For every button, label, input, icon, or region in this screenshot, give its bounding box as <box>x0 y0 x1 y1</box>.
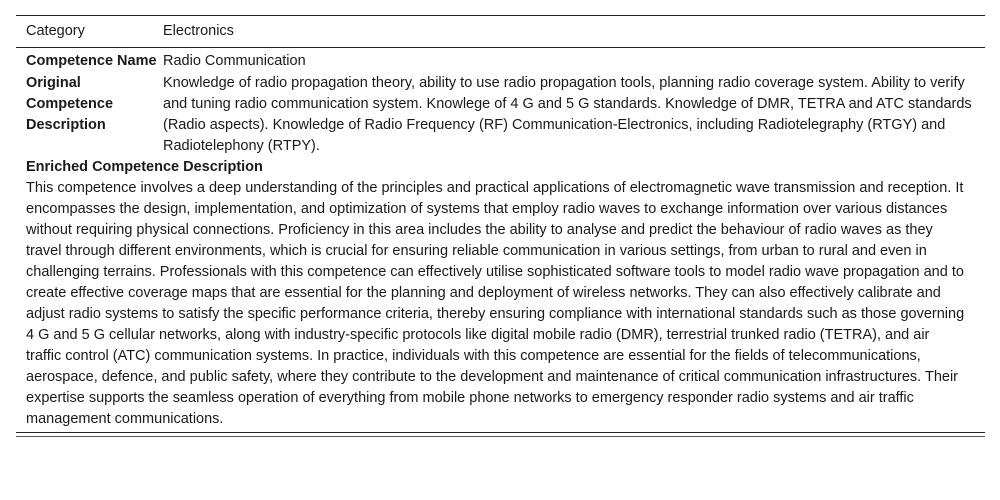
category-value: Electronics <box>163 23 234 39</box>
enriched-description-title: Enriched Competence Description <box>26 159 263 175</box>
competence-name-row <box>16 48 985 72</box>
category-label: Category <box>26 23 85 39</box>
table-bottom-rule-secondary <box>16 436 985 437</box>
enriched-description-section <box>16 157 985 430</box>
enriched-description-text: This competence involves a deep understanding of the principles and practical applications of electromagnetic wave transmission and reception. It encompasses the design, implementation, and optimization of systems that employ radio waves to exchange information over various distances without requiring physical connections. Proficiency in this area includes the ability to analyse and predict the behaviour of radio waves as they travel through different environments, which is crucial for ensuring reliable communication in various settings, from urban to rural and even in challenging terrains. Professionals with this competence can effectively utilise sophisticated software tools to model radio wave propagation and to create effective coverage maps that are essential for the planning and deployment of wireless networks. They can also effectively calibrate and adjust radio systems to satisfy the specific performance criteria, thereby ensuring compliance with international standards such as those governing 4 G and 5 G cellular networks, along with industry-specific protocols like digital mobile radio (DMR), terrestrial trunked radio (TETRA), and air traffic control (ATC) communication systems. In practice, individuals with this competence are essential for the fields of telecommunications, aerospace, defence, and public safety, where they contribute to the development and maintenance of critical communication infrastructures. Their expertise supports the seamless operation of everything from mobile phone networks to emergency responder radio systems and air traffic management communications. <box>26 180 965 427</box>
competence-name-label: Competence Name <box>26 53 157 69</box>
original-description-value: Knowledge of radio propagation theory, ability to use radio propagation tools, planning radio coverage system. Ability to verify and tuning radio communication system. Knowlege of 4 G and 5 G standards. Knowledge of DMR, TETRA and ATC standards (Radio aspects). Knowledge of Radio Frequency (RF) Communication-Electronics, including Radiotelegraphy (RTGY) and Radiotelephony (RTPY). <box>163 75 972 154</box>
original-description-label: Original Competence Description <box>26 75 114 133</box>
competence-table <box>16 15 985 437</box>
table-bottom-rule <box>16 432 985 433</box>
competence-name-value: Radio Communication <box>163 53 306 69</box>
original-description-row <box>16 73 985 157</box>
category-row <box>16 16 985 48</box>
